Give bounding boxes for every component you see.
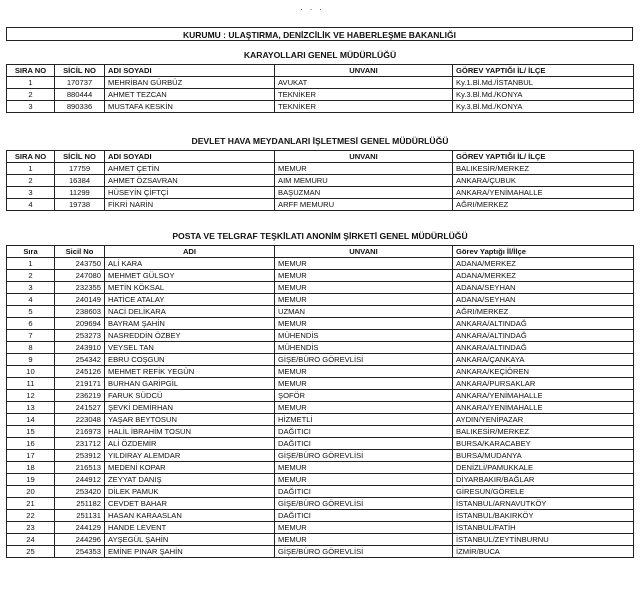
- cell-adi: MUSTAFA KESKİN: [105, 101, 275, 113]
- cell-sira: 3: [7, 187, 55, 199]
- section-title-dhmi: DEVLET HAVA MEYDANLARI İŞLETMESİ GENEL MÜDÜRLÜĞÜ: [191, 136, 449, 146]
- cell-sira: 6: [7, 318, 55, 330]
- cell-adi: AYŞEGÜL ŞAHİN: [105, 534, 275, 546]
- cell-sira: 23: [7, 522, 55, 534]
- cell-gorev-yeri: İSTANBUL/ARNAVUTKÖY: [453, 498, 634, 510]
- cell-adi: ŞEVKİ DEMİRHAN: [105, 402, 275, 414]
- cell-unvani: MEMUR: [275, 258, 453, 270]
- cell-unvani: TEKNİKER: [275, 89, 453, 101]
- cell-adi: ALİ ÖZDEMİR: [105, 438, 275, 450]
- cell-unvani: DAĞITICI: [275, 438, 453, 450]
- cell-adi: HÜSEYİN ÇİFTÇİ: [105, 187, 275, 199]
- cell-unvani: TEKNİKER: [275, 101, 453, 113]
- cell-adi: AHMET ÇETİN: [105, 163, 275, 175]
- cell-sicil: 236219: [55, 390, 105, 402]
- cell-sira: 11: [7, 378, 55, 390]
- cell-unvani: DAĞITICI: [275, 510, 453, 522]
- cell-sicil: 243910: [55, 342, 105, 354]
- cell-sicil: 219171: [55, 378, 105, 390]
- cell-sira: 3: [7, 282, 55, 294]
- cell-unvani: MÜHENDİS: [275, 342, 453, 354]
- cell-unvani: GİŞE/BÜRO GÖREVLİSİ: [275, 498, 453, 510]
- cell-gorev-yeri: ANKARA/ÇUBUK: [453, 175, 634, 187]
- cell-unvani: MEMUR: [275, 366, 453, 378]
- cell-sira: 20: [7, 486, 55, 498]
- cell-gorev-yeri: ANKARA/YENİMAHALLE: [453, 402, 634, 414]
- cell-sicil: 890336: [55, 101, 105, 113]
- column-header-sicil: SİCİL NO: [55, 151, 105, 163]
- cell-sicil: 251182: [55, 498, 105, 510]
- cell-unvani: BAŞUZMAN: [275, 187, 453, 199]
- cell-sicil: 232355: [55, 282, 105, 294]
- cell-sira: 19: [7, 474, 55, 486]
- cell-unvani: AIM MEMURU: [275, 175, 453, 187]
- table-row: [7, 354, 634, 366]
- cell-gorev-yeri: DİYARBAKIR/BAĞLAR: [453, 474, 634, 486]
- table-ptt: [6, 245, 634, 558]
- cell-sira: 2: [7, 175, 55, 187]
- header-row: [7, 65, 634, 77]
- cell-gorev-yeri: ANKARA/PURSAKLAR: [453, 378, 634, 390]
- cell-sicil: 241527: [55, 402, 105, 414]
- cell-unvani: GİŞE/BÜRO GÖREVLİSİ: [275, 450, 453, 462]
- cell-gorev-yeri: BURSA/MUDANYA: [453, 450, 634, 462]
- cell-gorev-yeri: AĞRI/MERKEZ: [453, 306, 634, 318]
- table-row: [7, 498, 634, 510]
- column-header-adi: ADI: [105, 246, 275, 258]
- table-row: [7, 175, 634, 187]
- cell-adi: YAŞAR BEYTOSUN: [105, 414, 275, 426]
- cell-sicil: 253273: [55, 330, 105, 342]
- header-row: [7, 246, 634, 258]
- table-row: [7, 438, 634, 450]
- cell-sicil: 240149: [55, 294, 105, 306]
- cell-adi: YILDIRAY ALEMDAR: [105, 450, 275, 462]
- table-row: [7, 414, 634, 426]
- cell-sira: 8: [7, 342, 55, 354]
- column-header-sicil: Sicil No: [55, 246, 105, 258]
- cell-sira: 25: [7, 546, 55, 558]
- cell-sira: 5: [7, 306, 55, 318]
- table-row: [7, 306, 634, 318]
- cell-sicil: 216513: [55, 462, 105, 474]
- cell-sira: 7: [7, 330, 55, 342]
- section-title-karayollari: KARAYOLLARI GENEL MÜDÜRLÜĞÜ: [243, 50, 397, 60]
- cell-gorev-yeri: Ky.3.Bl.Md./KONYA: [453, 89, 634, 101]
- cell-unvani: MEMUR: [275, 270, 453, 282]
- cell-adi: ALİ KARA: [105, 258, 275, 270]
- cell-unvani: DAĞITICI: [275, 426, 453, 438]
- cell-sira: 22: [7, 510, 55, 522]
- cell-gorev-yeri: ANKARA/YENİMAHALLE: [453, 187, 634, 199]
- cell-sira: 13: [7, 402, 55, 414]
- cell-unvani: GİŞE/BÜRO GÖREVLİSİ: [275, 546, 453, 558]
- cell-sira: 24: [7, 534, 55, 546]
- cell-sira: 1: [7, 258, 55, 270]
- cell-gorev-yeri: İZMİR/BUCA: [453, 546, 634, 558]
- cell-unvani: ŞOFÖR: [275, 390, 453, 402]
- column-header-adi: ADI SOYADI: [105, 151, 275, 163]
- cell-gorev-yeri: BALIKESİR/MERKEZ: [453, 163, 634, 175]
- column-header-gorev-yeri: Görev Yaptığı İl/İlçe: [453, 246, 634, 258]
- cell-unvani: MEMUR: [275, 318, 453, 330]
- cell-adi: MEHMET REFİK YEGÜN: [105, 366, 275, 378]
- cell-sira: 2: [7, 270, 55, 282]
- cell-unvani: ARFF MEMURU: [275, 199, 453, 211]
- cell-adi: HATİCE ATALAY: [105, 294, 275, 306]
- table-row: [7, 378, 634, 390]
- column-header-adi: ADI SOYADI: [105, 65, 275, 77]
- cell-adi: FARUK SÜDCÜ: [105, 390, 275, 402]
- cell-gorev-yeri: BURSA/KARACABEY: [453, 438, 634, 450]
- cell-gorev-yeri: İSTANBUL/ZEYTİNBURNU: [453, 534, 634, 546]
- cell-adi: NASREDDİN ÖZBEY: [105, 330, 275, 342]
- column-header-gorev-yeri: GÖREV YAPTIĞI İL/ İLÇE: [453, 65, 634, 77]
- cell-gorev-yeri: ADANA/SEYHAN: [453, 294, 634, 306]
- cell-adi: HALİL İBRAHİM TOSUN: [105, 426, 275, 438]
- cell-gorev-yeri: ADANA/MERKEZ: [453, 270, 634, 282]
- cell-sira: 18: [7, 462, 55, 474]
- cell-sicil: 244129: [55, 522, 105, 534]
- table-karayollari: [6, 64, 634, 113]
- cell-sicil: 19738: [55, 199, 105, 211]
- cell-sira: 12: [7, 390, 55, 402]
- cell-gorev-yeri: ANKARA/YENİMAHALLE: [453, 390, 634, 402]
- section-title-ptt: POSTA VE TELGRAF TEŞKİLATI ANONİM ŞİRKETİ GENEL MÜDÜRLÜĞÜ: [172, 231, 468, 241]
- cell-gorev-yeri: AYDIN/YENİPAZAR: [453, 414, 634, 426]
- cell-sicil: 231712: [55, 438, 105, 450]
- cell-gorev-yeri: İSTANBUL/BAKIRKÖY: [453, 510, 634, 522]
- table-row: [7, 534, 634, 546]
- column-header-unvani: UNVANI: [275, 151, 453, 163]
- cell-gorev-yeri: ANKARA/ALTINDAĞ: [453, 342, 634, 354]
- cell-sicil: 245126: [55, 366, 105, 378]
- header-row: [7, 151, 634, 163]
- cell-sira: 3: [7, 101, 55, 113]
- table-row: [7, 510, 634, 522]
- cell-sicil: 243750: [55, 258, 105, 270]
- table-row: [7, 342, 634, 354]
- cell-sira: 21: [7, 498, 55, 510]
- cell-adi: BAYRAM ŞAHİN: [105, 318, 275, 330]
- cell-unvani: MEMUR: [275, 378, 453, 390]
- cell-sicil: 11299: [55, 187, 105, 199]
- cell-gorev-yeri: GİRESUN/GÖRELE: [453, 486, 634, 498]
- cell-adi: MEDENİ KOPAR: [105, 462, 275, 474]
- cell-adi: HANDE LEVENT: [105, 522, 275, 534]
- cell-adi: CEVDET BAHAR: [105, 498, 275, 510]
- cell-sicil: 880444: [55, 89, 105, 101]
- cell-unvani: MEMUR: [275, 522, 453, 534]
- cell-unvani: MEMUR: [275, 282, 453, 294]
- cell-unvani: MEMUR: [275, 294, 453, 306]
- cell-sicil: 209694: [55, 318, 105, 330]
- cell-sira: 14: [7, 414, 55, 426]
- cell-unvani: MEMUR: [275, 402, 453, 414]
- cell-sira: 4: [7, 294, 55, 306]
- table-row: [7, 187, 634, 199]
- cell-gorev-yeri: İSTANBUL/FATİH: [453, 522, 634, 534]
- cell-sicil: 254342: [55, 354, 105, 366]
- table-row: [7, 522, 634, 534]
- cell-unvani: MÜHENDİS: [275, 330, 453, 342]
- cell-adi: EBRU COŞGUN: [105, 354, 275, 366]
- column-header-sicil: SİCİL NO: [55, 65, 105, 77]
- cell-gorev-yeri: ADANA/MERKEZ: [453, 258, 634, 270]
- cell-adi: EMİNE PINAR ŞAHİN: [105, 546, 275, 558]
- cell-gorev-yeri: ANKARA/ALTINDAĞ: [453, 330, 634, 342]
- cell-sicil: 16384: [55, 175, 105, 187]
- table-row: [7, 330, 634, 342]
- cell-sicil: 253912: [55, 450, 105, 462]
- table-row: [7, 462, 634, 474]
- cell-sicil: 216973: [55, 426, 105, 438]
- table-row: [7, 294, 634, 306]
- table-row: [7, 546, 634, 558]
- cell-adi: HASAN KARAASLAN: [105, 510, 275, 522]
- table-row: [7, 486, 634, 498]
- cell-sicil: 254353: [55, 546, 105, 558]
- cell-unvani: MEMUR: [275, 462, 453, 474]
- column-header-sira: SIRA NO: [7, 65, 55, 77]
- cell-adi: AHMET TEZCAN: [105, 89, 275, 101]
- cell-sira: 10: [7, 366, 55, 378]
- cell-adi: AHMET ÖZSAVRAN: [105, 175, 275, 187]
- cell-sicil: 244912: [55, 474, 105, 486]
- cell-sira: 16: [7, 438, 55, 450]
- cell-sicil: 238603: [55, 306, 105, 318]
- column-header-gorev-yeri: GÖREV YAPTIĞI İL/ İLÇE: [453, 151, 634, 163]
- cell-gorev-yeri: ANKARA/ÇANKAYA: [453, 354, 634, 366]
- cell-adi: DİLEK PAMUK: [105, 486, 275, 498]
- cell-sira: 17: [7, 450, 55, 462]
- cell-adi: BURHAN GARİPGİL: [105, 378, 275, 390]
- scan-artifact: · · ·: [300, 4, 324, 14]
- table-row: [7, 101, 634, 113]
- table-row: [7, 426, 634, 438]
- cell-gorev-yeri: Ky.1.Bl.Md./İSTANBUL: [453, 77, 634, 89]
- table-row: [7, 163, 634, 175]
- cell-unvani: MEMUR: [275, 163, 453, 175]
- cell-unvani: DAĞITICI: [275, 486, 453, 498]
- cell-adi: MEHMET GÜLSOY: [105, 270, 275, 282]
- cell-gorev-yeri: DENİZLİ/PAMUKKALE: [453, 462, 634, 474]
- cell-adi: VEYSEL TAN: [105, 342, 275, 354]
- column-header-sira: SIRA NO: [7, 151, 55, 163]
- table-row: [7, 199, 634, 211]
- cell-sicil: 17759: [55, 163, 105, 175]
- cell-gorev-yeri: Ky.3.Bl.Md./KONYA: [453, 101, 634, 113]
- cell-sicil: 247080: [55, 270, 105, 282]
- cell-sira: 2: [7, 89, 55, 101]
- column-header-sira: Sıra: [7, 246, 55, 258]
- table-row: [7, 318, 634, 330]
- cell-unvani: HİZMETLİ: [275, 414, 453, 426]
- cell-gorev-yeri: AĞRI/MERKEZ: [453, 199, 634, 211]
- table-row: [7, 77, 634, 89]
- cell-sira: 15: [7, 426, 55, 438]
- column-header-unvani: UNVANI: [275, 65, 453, 77]
- table-row: [7, 89, 634, 101]
- cell-sicil: 253420: [55, 486, 105, 498]
- cell-gorev-yeri: BALIKESİR/MERKEZ: [453, 426, 634, 438]
- cell-sira: 1: [7, 77, 55, 89]
- table-row: [7, 366, 634, 378]
- column-header-unvani: UNVANI: [275, 246, 453, 258]
- table-dhmi: [6, 150, 634, 211]
- cell-adi: FİKRİ NARİN: [105, 199, 275, 211]
- cell-unvani: AVUKAT: [275, 77, 453, 89]
- cell-gorev-yeri: ADANA/SEYHAN: [453, 282, 634, 294]
- cell-adi: NACİ DELİKARA: [105, 306, 275, 318]
- cell-sicil: 244296: [55, 534, 105, 546]
- cell-unvani: MEMUR: [275, 534, 453, 546]
- cell-sira: 4: [7, 199, 55, 211]
- cell-adi: MEHRİBAN GÜRBÜZ: [105, 77, 275, 89]
- cell-unvani: UZMAN: [275, 306, 453, 318]
- table-row: [7, 258, 634, 270]
- table-row: [7, 270, 634, 282]
- cell-adi: METİN KÖKSAL: [105, 282, 275, 294]
- cell-sira: 1: [7, 163, 55, 175]
- table-row: [7, 474, 634, 486]
- cell-unvani: MEMUR: [275, 474, 453, 486]
- cell-gorev-yeri: ANKARA/KEÇİÖREN: [453, 366, 634, 378]
- cell-sicil: 251131: [55, 510, 105, 522]
- cell-sira: 9: [7, 354, 55, 366]
- ministry-header: KURUMU : ULAŞTIRMA, DENİZCİLİK VE HABERLEŞME BAKANLIĞI: [6, 27, 633, 41]
- cell-sicil: 170737: [55, 77, 105, 89]
- cell-gorev-yeri: ANKARA/ALTINDAĞ: [453, 318, 634, 330]
- table-row: [7, 450, 634, 462]
- table-row: [7, 282, 634, 294]
- table-row: [7, 390, 634, 402]
- table-row: [7, 402, 634, 414]
- cell-adi: ZEYYAT DANIŞ: [105, 474, 275, 486]
- cell-unvani: GİŞE/BÜRO GÖREVLİSİ: [275, 354, 453, 366]
- cell-sicil: 223048: [55, 414, 105, 426]
